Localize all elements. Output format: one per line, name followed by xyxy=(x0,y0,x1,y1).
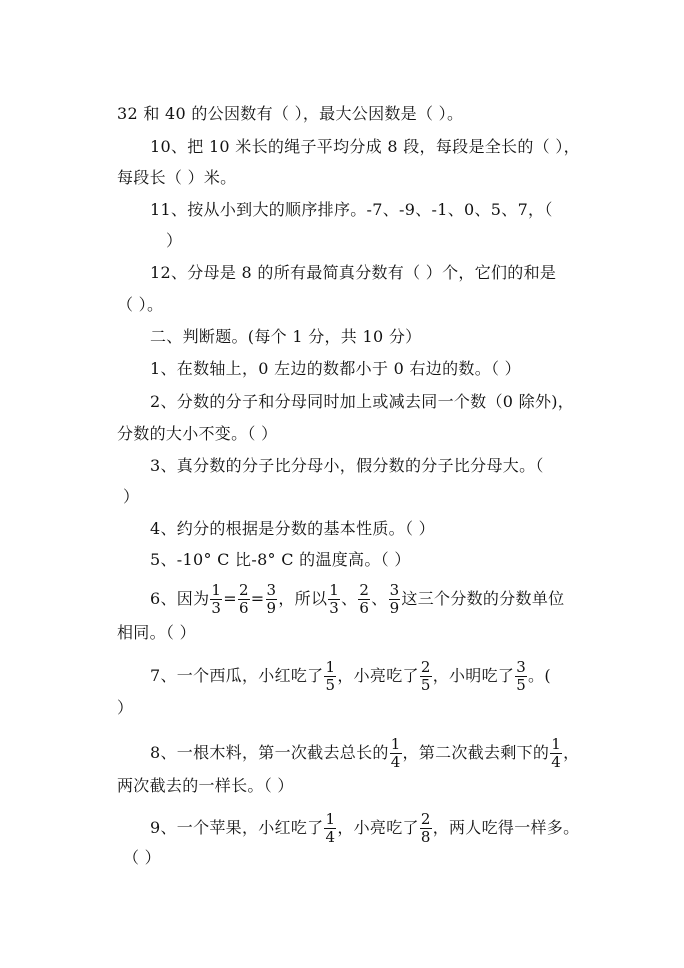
j3-line-1: 3、真分数的分子比分母小，假分数的分子比分母大。（ xyxy=(150,456,544,475)
denominator: 3 xyxy=(211,599,222,617)
numerator: 3 xyxy=(516,658,527,676)
j7-line-1 xyxy=(150,660,551,693)
j1-line: 1、在数轴上，0 左边的数都小于 0 右边的数。（ ） xyxy=(150,359,521,378)
fraction xyxy=(266,583,278,616)
q10-line-2: 每段长（ ）米。 xyxy=(117,168,237,187)
denominator: 4 xyxy=(325,828,336,846)
j7-suffix: 。( xyxy=(528,666,551,685)
q12-line-1: 12、分母是 8 的所有最简真分数有（ ）个，它们的和是 xyxy=(150,263,557,282)
j4-line: 4、约分的根据是分数的基本性质。（ ） xyxy=(150,519,435,538)
j6-mid-text: ，所以 xyxy=(278,589,328,608)
j9-line-1 xyxy=(150,812,579,845)
j3-line-2: ） xyxy=(123,487,140,506)
numerator: 2 xyxy=(238,581,249,599)
numerator: 1 xyxy=(551,735,562,753)
numerator: 3 xyxy=(389,581,400,599)
fraction xyxy=(550,737,562,770)
q-common-factors-line: 32 和 40 的公因数有（ ），最大公因数是（ ）。 xyxy=(117,104,464,123)
numerator: 2 xyxy=(359,581,370,599)
numerator: 2 xyxy=(420,810,431,828)
numerator: 1 xyxy=(325,810,336,828)
j6-suffix: 这三个分数的分数单位 xyxy=(401,589,565,608)
denominator: 5 xyxy=(325,676,336,694)
fraction xyxy=(389,583,401,616)
j6-line-1 xyxy=(150,583,564,616)
j6-line-2: 相同。（ ） xyxy=(117,623,196,642)
j7-mid-text-2: ，小明吃了 xyxy=(432,666,515,685)
j7-line-2: ） xyxy=(117,698,134,717)
numerator: 1 xyxy=(211,581,222,599)
j8-line-2: 两次截去的一样长。（ ） xyxy=(117,776,294,795)
denominator: 9 xyxy=(266,599,277,617)
fraction xyxy=(420,812,432,845)
fraction xyxy=(420,660,432,693)
q11-line-1: 11、按从小到大的顺序排序。-7、-9、-1、0、5、7，（ xyxy=(150,200,553,219)
separator: 、 xyxy=(371,589,388,608)
j9-prefix: 9、一个苹果，小红吃了 xyxy=(150,818,324,837)
separator: 、 xyxy=(341,589,358,608)
j9-line-2: （ ） xyxy=(123,848,161,867)
denominator: 5 xyxy=(516,676,527,694)
numerator: 3 xyxy=(266,581,277,599)
j5-line: 5、-10° C 比-8° C 的温度高。（ ） xyxy=(150,550,411,569)
denominator: 8 xyxy=(420,828,431,846)
denominator: 6 xyxy=(238,599,249,617)
fraction xyxy=(515,660,527,693)
fraction xyxy=(324,660,336,693)
j8-prefix: 8、一根木料，第一次截去总长的 xyxy=(150,743,389,762)
numerator: 1 xyxy=(390,735,401,753)
q11-line-2: ） xyxy=(166,231,183,250)
denominator: 5 xyxy=(420,676,431,694)
fraction xyxy=(358,583,370,616)
j2-line-2: 分数的大小不变。（ ） xyxy=(117,424,278,443)
q12-line-2: （ ）。 xyxy=(117,295,164,314)
equals-sign: = xyxy=(223,589,237,608)
j7-mid-text-1: ，小亮吃了 xyxy=(337,666,419,685)
fraction xyxy=(324,812,336,845)
fraction xyxy=(390,737,402,770)
fraction xyxy=(328,583,340,616)
j8-suffix: ， xyxy=(563,743,580,762)
j9-mid-text: ，小亮吃了 xyxy=(337,818,419,837)
numerator: 2 xyxy=(420,658,431,676)
denominator: 9 xyxy=(389,599,400,617)
numerator: 1 xyxy=(329,581,340,599)
fraction xyxy=(238,583,250,616)
j7-prefix: 7、一个西瓜，小红吃了 xyxy=(150,666,324,685)
j9-suffix: ，两人吃得一样多。 xyxy=(432,818,580,837)
denominator: 3 xyxy=(329,599,340,617)
fraction xyxy=(210,583,222,616)
denominator: 4 xyxy=(390,753,401,771)
q10-line-1: 10、把 10 米长的绳子平均分成 8 段，每段是全长的（ ）， xyxy=(150,137,580,156)
j8-line-1 xyxy=(150,737,579,770)
denominator: 6 xyxy=(359,599,370,617)
j6-prefix: 6、因为 xyxy=(150,589,210,608)
section-heading-judgement: 二、判断题。(每个 1 分，共 10 分） xyxy=(150,327,422,346)
numerator: 1 xyxy=(325,658,336,676)
j2-line-1: 2、分数的分子和分母同时加上或减去同一个数（0 除外)， xyxy=(150,392,575,411)
equals-sign: = xyxy=(250,589,265,608)
denominator: 4 xyxy=(551,753,562,771)
j8-mid-text: ，第二次截去剩下的 xyxy=(402,743,550,762)
